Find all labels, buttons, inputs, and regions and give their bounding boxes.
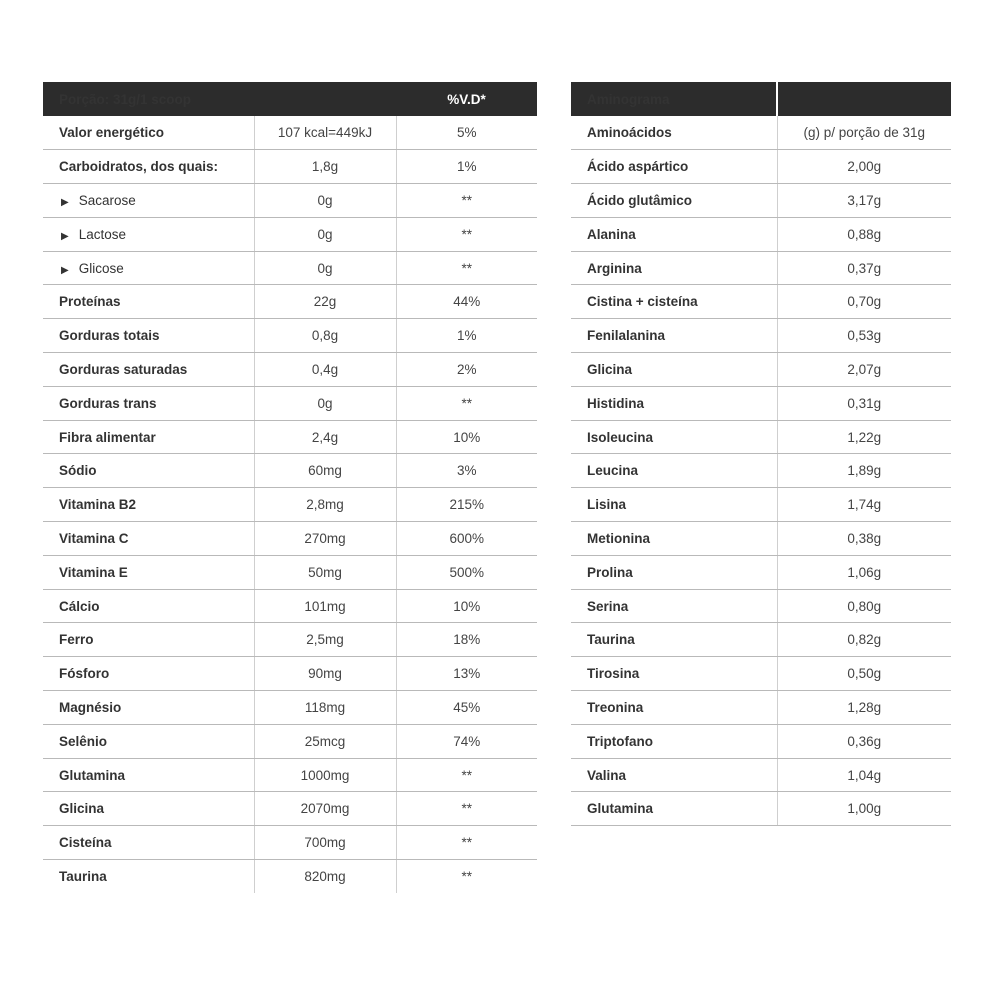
amino-acid-name: Leucina	[571, 454, 777, 488]
amino-acid-name: Histidina	[571, 386, 777, 420]
nutrient-label: Gorduras saturadas	[59, 361, 188, 377]
nutrient-amount: 2070mg	[254, 792, 396, 826]
nutrient-amount: 0,8g	[254, 319, 396, 353]
amino-acid-name: Treonina	[571, 691, 777, 725]
nutrient-name	[43, 217, 254, 251]
amino-acid-name: Lisina	[571, 488, 777, 522]
amino-acid-name: Alanina	[571, 217, 777, 251]
nutrient-label: Taurina	[59, 869, 107, 885]
nutrient-label: Gorduras totais	[59, 328, 160, 344]
nutrient-daily-value: 2%	[396, 353, 537, 387]
serving-size-header: Porção: 31g/1 scoop	[43, 82, 254, 116]
nutrient-name	[43, 353, 254, 387]
nutrient-name	[43, 150, 254, 184]
amino-acid-name: Ácido aspártico	[571, 150, 777, 184]
table-row	[571, 285, 951, 319]
table-row	[571, 488, 951, 522]
aminogram-table	[571, 82, 951, 826]
amino-acid-name: Metionina	[571, 522, 777, 556]
amino-acid-amount: 0,70g	[777, 285, 951, 319]
nutrient-name	[43, 860, 254, 894]
nutrient-daily-value: 74%	[396, 724, 537, 758]
nutrient-label: Carboidratos, dos quais:	[59, 159, 219, 175]
nutrient-amount: 22g	[254, 285, 396, 319]
amino-acid-amount: 1,74g	[777, 488, 951, 522]
nutrient-daily-value: **	[396, 758, 537, 792]
amino-acid-amount: 2,00g	[777, 150, 951, 184]
amount-header	[254, 82, 396, 116]
amino-acid-name: Prolina	[571, 555, 777, 589]
nutrient-amount: 270mg	[254, 522, 396, 556]
table-row	[571, 217, 951, 251]
nutrient-name	[43, 184, 254, 218]
triangle-right-icon: ▶	[61, 196, 69, 208]
nutrient-amount: 2,4g	[254, 420, 396, 454]
nutrient-name	[43, 454, 254, 488]
table-row	[43, 555, 537, 589]
nutrient-name	[43, 792, 254, 826]
amino-acid-amount: 0,38g	[777, 522, 951, 556]
table-row	[571, 319, 951, 353]
table-row	[43, 724, 537, 758]
nutrient-label: Magnésio	[59, 699, 122, 715]
amino-acid-amount: 0,37g	[777, 251, 951, 285]
nutrient-amount: 1,8g	[254, 150, 396, 184]
table-row	[571, 353, 951, 387]
daily-value-header: %V.D*	[396, 82, 537, 116]
nutrient-daily-value: 10%	[396, 589, 537, 623]
amino-acid-name: Fenilalanina	[571, 319, 777, 353]
nutrient-daily-value: 215%	[396, 488, 537, 522]
amino-acid-amount: 1,00g	[777, 792, 951, 826]
nutrient-name	[43, 251, 254, 285]
nutrient-amount: 90mg	[254, 657, 396, 691]
table-row	[571, 792, 951, 826]
nutrient-name	[43, 488, 254, 522]
nutrient-amount: 2,5mg	[254, 623, 396, 657]
nutrient-label: Vitamina B2	[59, 497, 137, 513]
nutrient-daily-value: **	[396, 386, 537, 420]
amino-acid-amount: 1,22g	[777, 420, 951, 454]
nutrient-name	[43, 116, 254, 150]
nutrient-label: Fibra alimentar	[59, 429, 156, 445]
amino-acid-amount: 1,06g	[777, 555, 951, 589]
nutrient-amount: 1000mg	[254, 758, 396, 792]
table-row	[43, 454, 537, 488]
amino-acid-name: Cistina + cisteína	[571, 285, 777, 319]
nutrient-label: Lactose	[78, 226, 126, 242]
nutrient-name	[43, 826, 254, 860]
nutrient-label: Sódio	[59, 463, 97, 479]
table-row	[571, 116, 951, 150]
table-row	[43, 522, 537, 556]
amino-acid-name: Triptofano	[571, 724, 777, 758]
nutrient-daily-value: 10%	[396, 420, 537, 454]
nutrient-amount: 0g	[254, 217, 396, 251]
aminogram-header-row	[571, 82, 951, 116]
nutrient-daily-value: 500%	[396, 555, 537, 589]
table-row	[571, 623, 951, 657]
nutrient-amount: 118mg	[254, 691, 396, 725]
nutrient-daily-value: **	[396, 217, 537, 251]
nutrient-label: Glutamina	[59, 767, 126, 783]
amino-acid-amount: 0,36g	[777, 724, 951, 758]
nutrient-label: Cisteína	[59, 835, 112, 851]
amino-acid-amount: 0,82g	[777, 623, 951, 657]
amino-acid-amount: 1,04g	[777, 758, 951, 792]
table-row	[43, 420, 537, 454]
nutrient-daily-value: 1%	[396, 150, 537, 184]
nutrient-daily-value: **	[396, 184, 537, 218]
nutrient-amount: 0g	[254, 184, 396, 218]
table-row	[571, 691, 951, 725]
nutrient-name	[43, 386, 254, 420]
nutrient-daily-value: **	[396, 792, 537, 826]
amino-acid-name: Glicina	[571, 353, 777, 387]
nutrient-amount: 0,4g	[254, 353, 396, 387]
amino-acid-name: Tirosina	[571, 657, 777, 691]
amino-acid-amount: 0,88g	[777, 217, 951, 251]
nutrient-amount: 700mg	[254, 826, 396, 860]
nutrient-amount: 60mg	[254, 454, 396, 488]
nutrient-label: Valor energético	[59, 125, 165, 141]
triangle-right-icon: ▶	[61, 264, 69, 276]
table-row	[43, 860, 537, 894]
nutrient-daily-value: **	[396, 826, 537, 860]
table-row	[43, 792, 537, 826]
table-row	[571, 184, 951, 218]
nutrient-label: Fósforo	[59, 666, 110, 682]
nutrient-name	[43, 657, 254, 691]
nutrient-name	[43, 522, 254, 556]
table-row	[571, 555, 951, 589]
nutrient-label: Ferro	[59, 632, 94, 648]
nutrient-name	[43, 285, 254, 319]
nutrient-amount: 50mg	[254, 555, 396, 589]
table-row	[43, 386, 537, 420]
nutrient-label: Gorduras trans	[59, 395, 157, 411]
nutrient-daily-value: 18%	[396, 623, 537, 657]
table-row	[43, 285, 537, 319]
aminogram-title: Aminograma	[571, 82, 777, 116]
nutrient-daily-value: 1%	[396, 319, 537, 353]
amino-acid-amount: 2,07g	[777, 353, 951, 387]
amino-acid-name: Glutamina	[571, 792, 777, 826]
table-row	[571, 589, 951, 623]
triangle-right-icon: ▶	[61, 230, 69, 242]
nutrient-amount: 101mg	[254, 589, 396, 623]
table-row	[43, 623, 537, 657]
table-row	[43, 116, 537, 150]
nutrient-name	[43, 319, 254, 353]
table-row	[571, 150, 951, 184]
table-row	[43, 488, 537, 522]
table-row	[43, 353, 537, 387]
amino-acid-amount: 3,17g	[777, 184, 951, 218]
nutrient-label: Cálcio	[59, 598, 100, 614]
amino-acid-name: Taurina	[571, 623, 777, 657]
nutrient-label: Vitamina C	[59, 530, 129, 546]
table-row	[43, 691, 537, 725]
table-row	[43, 319, 537, 353]
nutrient-name	[43, 691, 254, 725]
table-row	[571, 758, 951, 792]
table-row	[43, 657, 537, 691]
nutrient-label: Proteínas	[59, 294, 121, 310]
amino-acid-amount: 0,50g	[777, 657, 951, 691]
nutrient-amount: 0g	[254, 386, 396, 420]
nutrient-daily-value: 13%	[396, 657, 537, 691]
table-row	[571, 657, 951, 691]
nutrient-name	[43, 555, 254, 589]
nutrient-amount: 820mg	[254, 860, 396, 894]
amino-acid-name: Isoleucina	[571, 420, 777, 454]
table-row	[571, 386, 951, 420]
table-row	[571, 420, 951, 454]
nutrient-daily-value: 45%	[396, 691, 537, 725]
nutrient-label: Glicose	[78, 260, 124, 276]
nutrient-label: Vitamina E	[59, 564, 128, 580]
nutrition-header-row	[43, 82, 537, 116]
aminogram-body	[571, 116, 951, 826]
table-row	[43, 251, 537, 285]
nutrient-label: Sacarose	[78, 192, 136, 208]
nutrient-amount: 107 kcal=449kJ	[254, 116, 396, 150]
table-row	[43, 217, 537, 251]
nutrient-label: Glicina	[59, 801, 105, 817]
nutrient-daily-value: 600%	[396, 522, 537, 556]
amino-acid-name: Arginina	[571, 251, 777, 285]
table-row	[43, 184, 537, 218]
nutrient-amount: 2,8mg	[254, 488, 396, 522]
nutrient-daily-value: 5%	[396, 116, 537, 150]
amino-acid-name: Ácido glutâmico	[571, 184, 777, 218]
table-row	[43, 150, 537, 184]
nutrient-name	[43, 589, 254, 623]
amino-acid-amount: 0,53g	[777, 319, 951, 353]
table-row	[43, 826, 537, 860]
amino-acid-amount: (g) p/ porção de 31g	[777, 116, 951, 150]
nutrient-label: Selênio	[59, 733, 108, 749]
nutrient-name	[43, 758, 254, 792]
nutrition-facts-table	[43, 82, 537, 893]
nutrient-amount: 25mcg	[254, 724, 396, 758]
amino-acid-amount: 0,80g	[777, 589, 951, 623]
nutrient-name	[43, 420, 254, 454]
amino-acid-name: Serina	[571, 589, 777, 623]
nutrient-amount: 0g	[254, 251, 396, 285]
aminogram-header-blank	[777, 82, 951, 116]
table-row	[43, 589, 537, 623]
nutrient-name	[43, 724, 254, 758]
amino-acid-name: Valina	[571, 758, 777, 792]
table-row	[571, 522, 951, 556]
amino-acid-name: Aminoácidos	[571, 116, 777, 150]
amino-acid-amount: 1,28g	[777, 691, 951, 725]
table-row	[571, 454, 951, 488]
nutrient-daily-value: 3%	[396, 454, 537, 488]
nutrition-body	[43, 116, 537, 893]
table-row	[571, 251, 951, 285]
nutrient-daily-value: **	[396, 251, 537, 285]
table-row	[571, 724, 951, 758]
amino-acid-amount: 1,89g	[777, 454, 951, 488]
nutrient-daily-value: 44%	[396, 285, 537, 319]
nutrient-name	[43, 623, 254, 657]
amino-acid-amount: 0,31g	[777, 386, 951, 420]
nutrient-daily-value: **	[396, 860, 537, 894]
table-row	[43, 758, 537, 792]
